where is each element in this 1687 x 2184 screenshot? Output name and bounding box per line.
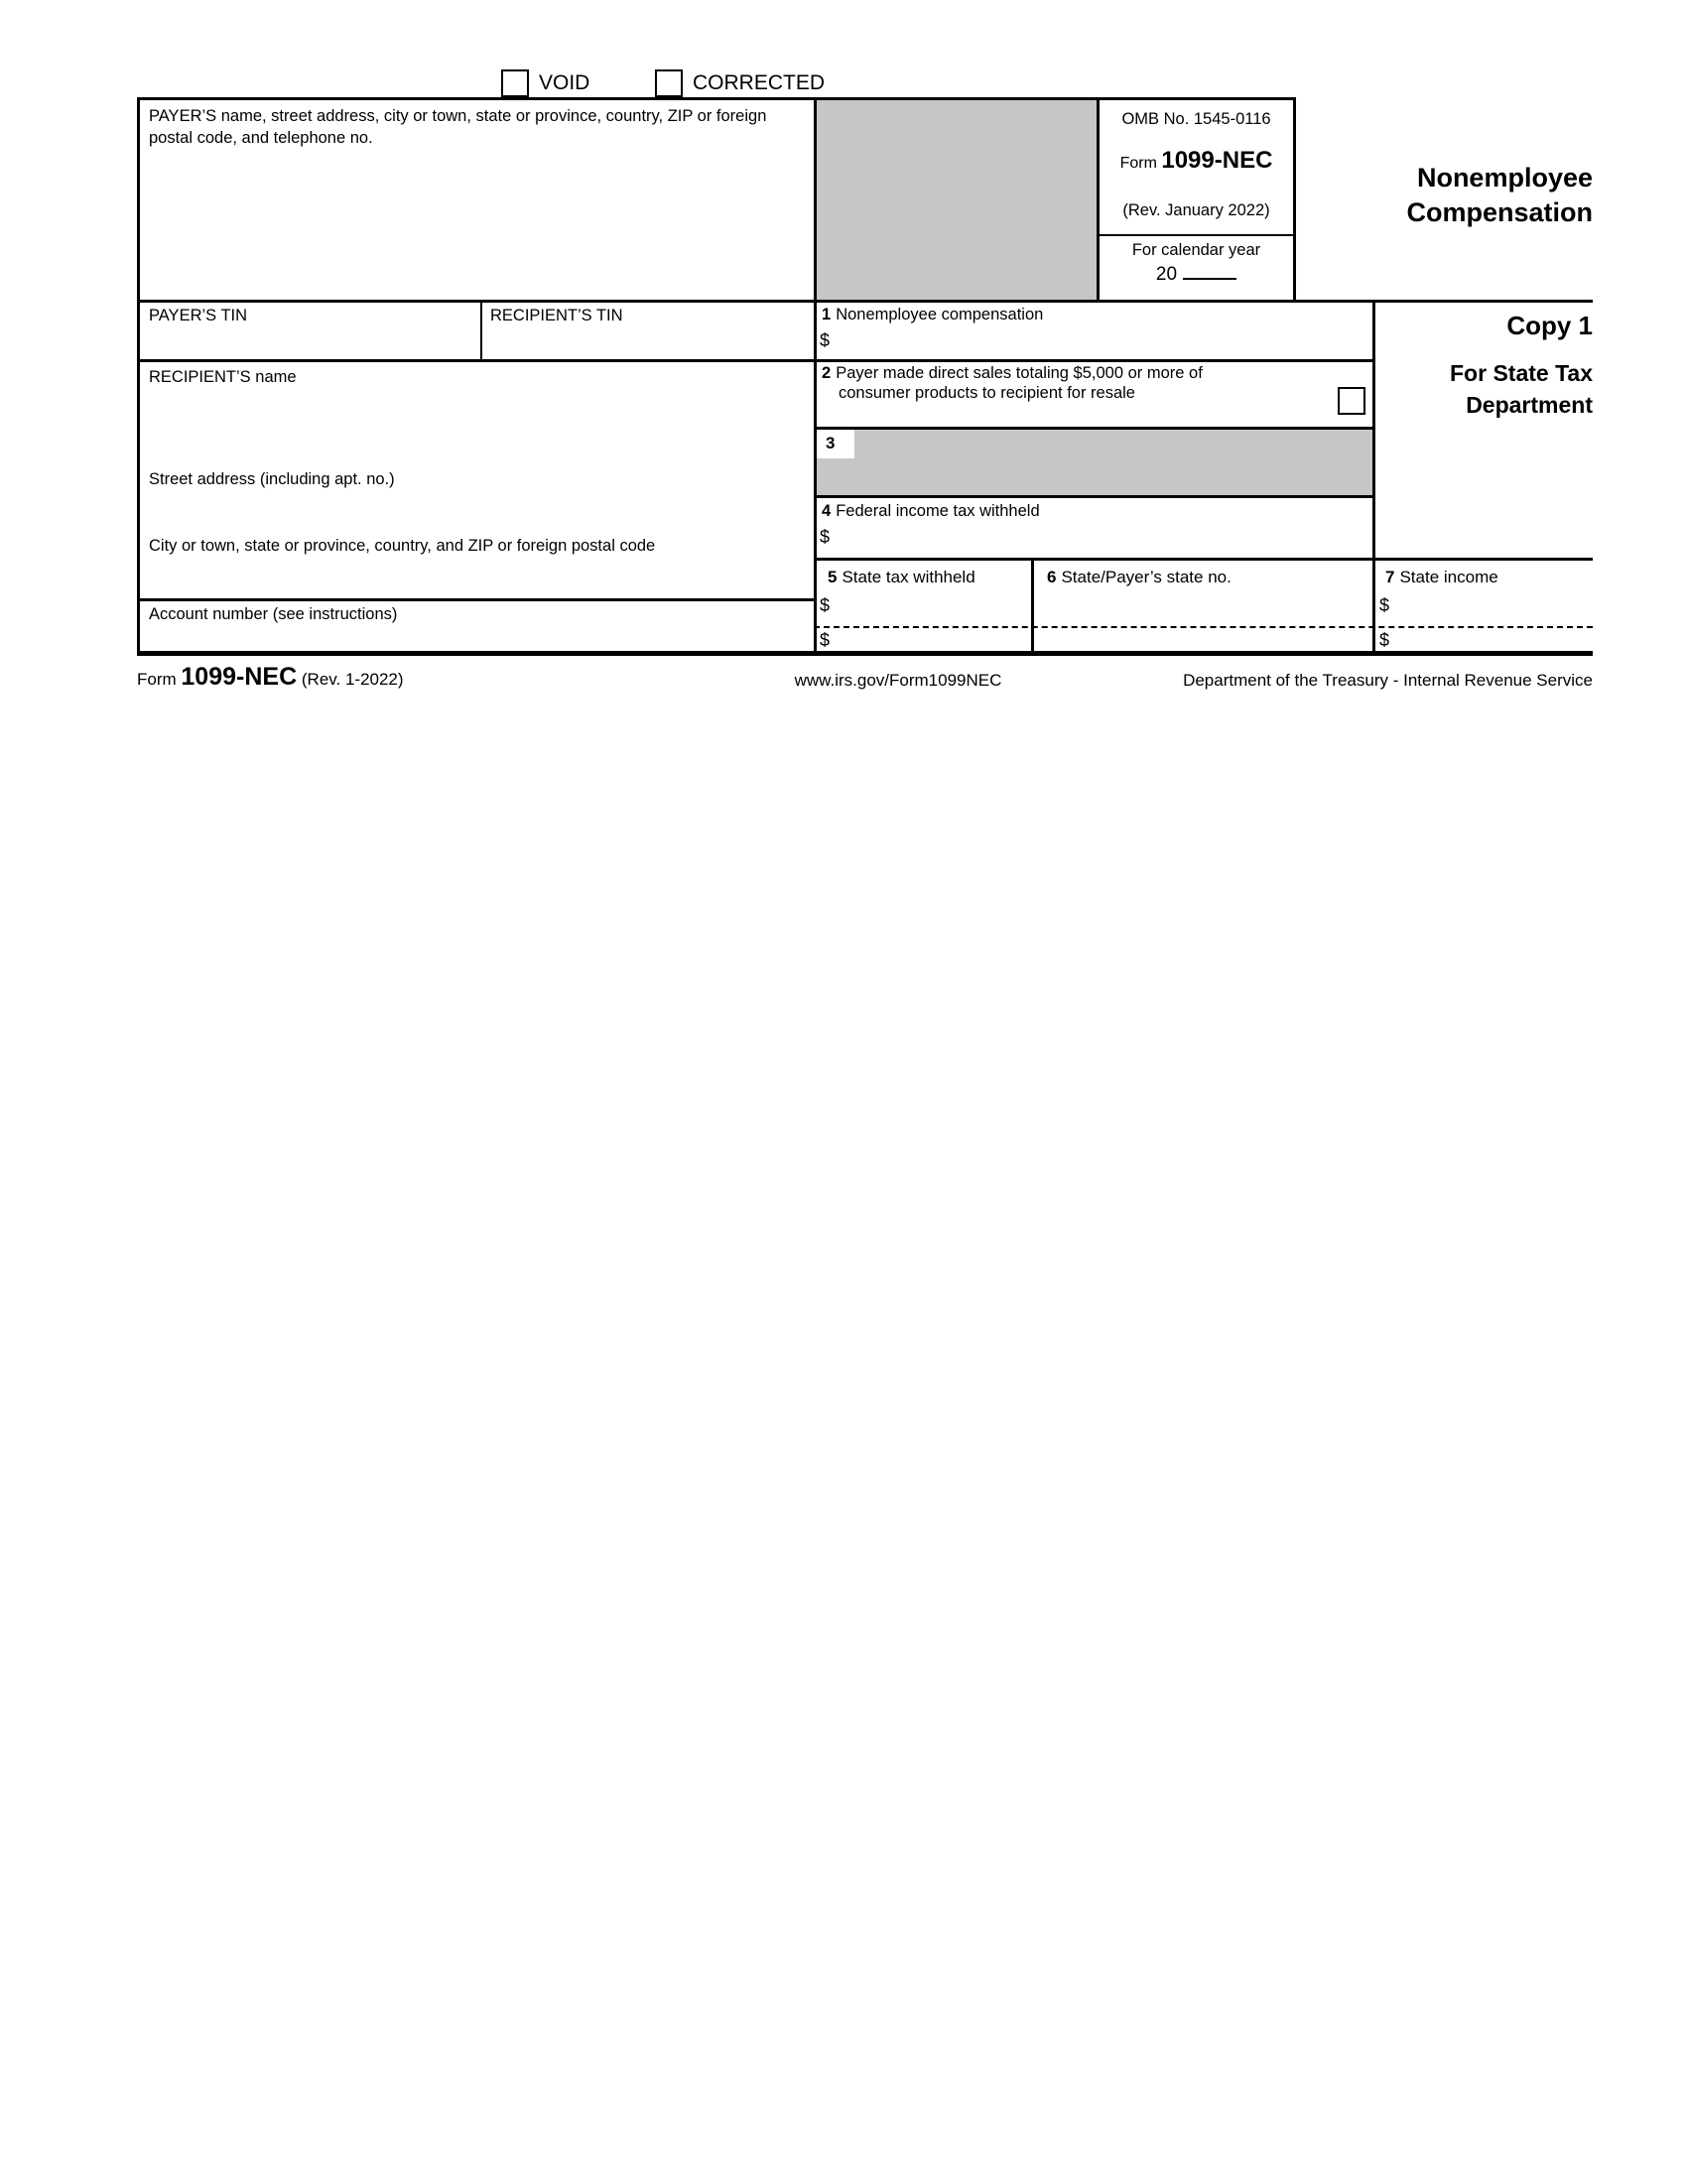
box1-currency-symbol: $ (820, 330, 831, 350)
box1-amount-field[interactable] (820, 330, 1365, 356)
box4-amount-field[interactable] (820, 527, 1365, 555)
footer-form-number: 1099-NEC (181, 663, 298, 691)
calendar-year-blank[interactable] (1183, 263, 1236, 280)
box5-label (828, 568, 975, 587)
void-checkbox[interactable] (501, 69, 529, 97)
box3-number-notch (817, 430, 854, 458)
copy-number: Copy 1 (1506, 311, 1593, 340)
box4-label (822, 501, 1040, 523)
city-label: City or town, state or province, country, and ZIP or foreign postal code (149, 537, 656, 555)
box1-number: 1 (822, 306, 832, 323)
middle-column-right-border (1372, 300, 1375, 656)
account-number-label: Account number (see instructions) (149, 605, 398, 623)
left-column-right-border (814, 97, 817, 656)
footer-form-line (137, 663, 404, 692)
box4-label-text: Federal income tax withheld (836, 502, 1040, 520)
box7-label (1385, 568, 1498, 587)
calendar-year-label: For calendar year (1131, 241, 1261, 259)
box7-number: 7 (1385, 568, 1395, 586)
box7-currency-symbol-1: $ (1379, 595, 1390, 615)
copy-for-line: For State Tax (1450, 360, 1593, 386)
box7-amount-field-2[interactable] (1379, 630, 1588, 652)
omb-box-divider (1097, 234, 1293, 236)
box4-bottom-border (814, 558, 1593, 561)
form-title-line1: Nonemployee (1416, 163, 1593, 193)
footer-department: Department of the Treasury - Internal Revenue Service (1183, 671, 1593, 690)
box7-label-text: State income (1399, 568, 1498, 586)
box5-currency-symbol-2: $ (820, 630, 831, 650)
box3-number: 3 (826, 434, 836, 452)
recipient-tin-label: RECIPIENT’S TIN (490, 307, 623, 324)
omb-form-number: 1099-NEC (1161, 147, 1273, 174)
recipient-name-label: RECIPIENT’S name (149, 368, 297, 386)
box6-value-area-1[interactable] (1036, 593, 1370, 624)
footer-url: www.irs.gov/Form1099NEC (794, 671, 1002, 690)
state-amount-dashed-divider (814, 626, 1593, 628)
omb-revision-label: (Rev. January 2022) (1122, 201, 1270, 219)
box2-label-line1: Payer made direct sales totaling $5,000 or more of (836, 364, 1203, 382)
form-title-line2: Compensation (1406, 197, 1593, 227)
footer-revision: (Rev. 1-2022) (301, 670, 404, 689)
box2-number: 2 (822, 364, 832, 382)
box5-label-text: State tax withheld (842, 568, 975, 586)
calendar-year-prefix: 20 (1155, 264, 1178, 285)
box7-amount-field-1[interactable] (1379, 595, 1588, 623)
box6-label-text: State/Payer’s state no. (1061, 568, 1232, 586)
box7-currency-symbol-2: $ (1379, 630, 1390, 650)
box3-bottom-border (814, 495, 1375, 498)
box6-number: 6 (1047, 568, 1057, 586)
street-address-label: Street address (including apt. no.) (149, 470, 395, 488)
footer-form-word: Form (137, 670, 177, 689)
form-title (1295, 161, 1593, 230)
box2-bottom-border (814, 427, 1375, 430)
box2-direct-sales-checkbox[interactable] (1338, 387, 1365, 415)
box6-value-area-2[interactable] (1036, 629, 1370, 650)
box2-label-line2: consumer products to recipient for resale (839, 384, 1135, 402)
copy-department-line: Department (1466, 392, 1593, 418)
box5-amount-field-1[interactable] (820, 595, 1023, 623)
void-label: VOID (539, 71, 590, 94)
omb-number-label: OMB No. 1545-0116 (1121, 110, 1271, 128)
box5-amount-field-2[interactable] (820, 630, 1023, 652)
box1-label (822, 305, 1043, 326)
box3-shaded-block (817, 430, 1372, 495)
box4-currency-symbol: $ (820, 527, 831, 547)
box6-label (1047, 568, 1232, 587)
box5-number: 5 (828, 568, 838, 586)
payer-tin-label: PAYER’S TIN (149, 307, 248, 324)
calendar-year-line (1100, 263, 1293, 286)
box5-currency-symbol-1: $ (820, 595, 831, 615)
box2-label (822, 363, 1203, 403)
corrected-label: CORRECTED (693, 71, 826, 94)
payer-name-label: PAYER’S name, street address, city or town, state or province, country, ZIP or foreign postal code, and telephone no. (149, 107, 767, 147)
corrected-checkbox[interactable] (655, 69, 683, 97)
box1-label-text: Nonemployee compensation (836, 306, 1044, 323)
omb-form-word: Form (1119, 155, 1157, 172)
box4-number: 4 (822, 502, 832, 520)
omb-form-number-line (1100, 147, 1293, 175)
shaded-top-block (817, 100, 1097, 300)
box5-box6-divider (1031, 558, 1034, 656)
